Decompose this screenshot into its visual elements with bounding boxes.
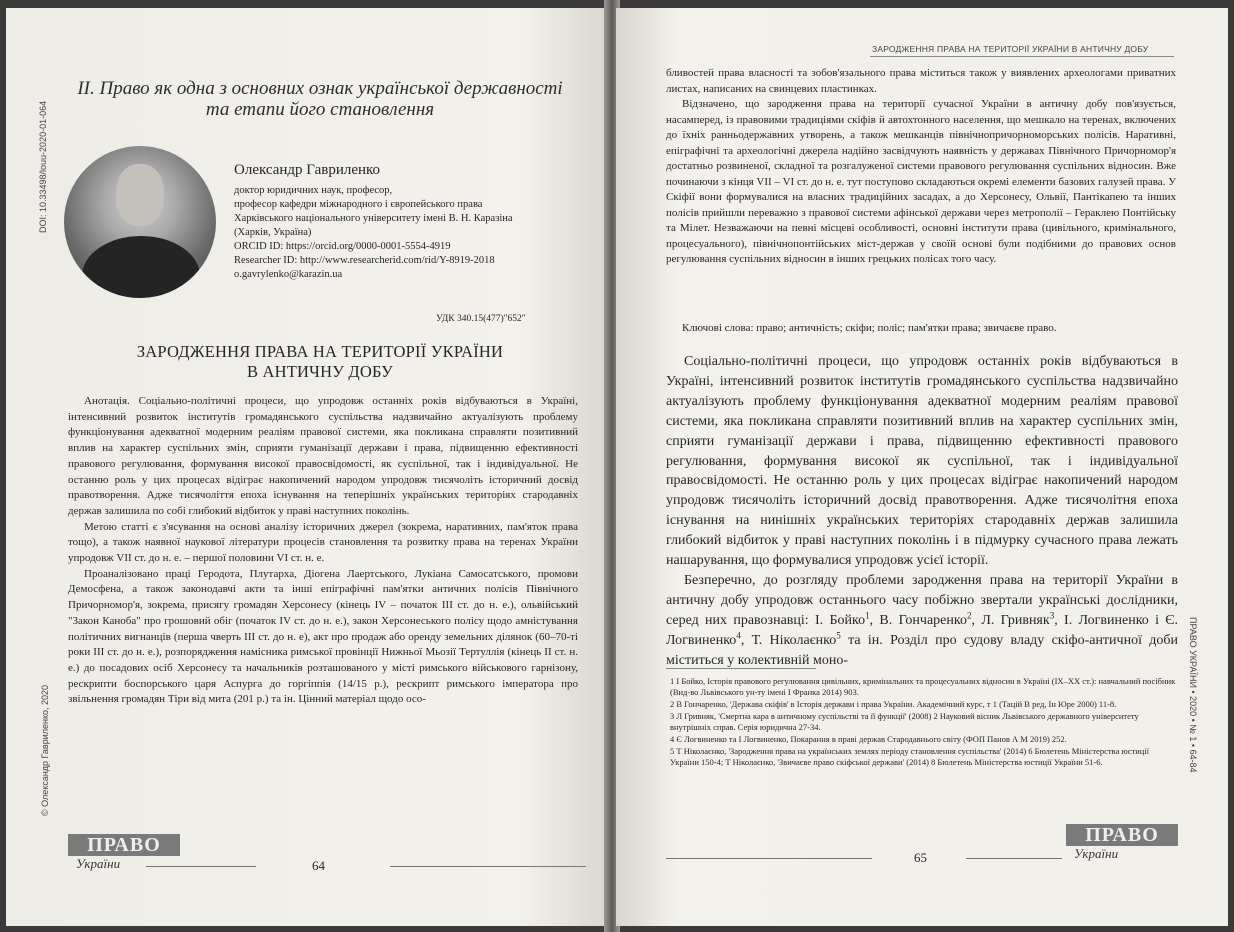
footnote: 5 Т Ніколаєнко, 'Зародження права на українських землях періоду становлення суспільства' (2014) 6 Бюлетень Міністерства юстиції України 150-4; Т Ніколаєнко, 'Звичаєве право скіфської держави' (2014) 8 Бюлетень Міністерства юстиції України 51-6. xyxy=(670,746,1150,767)
footnote-ref[interactable]: 4 xyxy=(736,630,741,641)
abstract-conclusion: Відзначено, що зародження права на території сучасної України в античну добу пов'язується, насамперед, із правовими традиціями скіфів й автохтонного населення, що мешкало на теренах, включених до їхніх ранньодержавних утворень, а також мешканців північнопричорноморських полісів. Наративні, епіграфічні та археологічні джерела надійно засвідчують наявність у державах Північного Причорномор'я достатньо розвиненої, складної та розгалуженої системи правового регулювання суспільних відносин. Вже починаючи з кінця VII – VI ст. до н. е. тут поступово складаються окремі елементи базових галузей права. У Скіфії вони формувалися на власних традиційних засадах, а до Херсонесу, Ольвії, Пантікапею та інших полісів прийшли переважно з правової системи афінської держави через метрополії – Гераклею Понтійську та Мілет. Незважаючи на певні місцеві особливості, основні інститути права (цивільного, кримінального, процесуального), північнопонтійських міст-держав у своїй основі були подібними до правових основ регулювання суспільних відносин в інших грецьких полісах того часу. xyxy=(666,98,1176,265)
author-email: o.gavrylenko@karazin.ua xyxy=(234,269,343,280)
journal-logo-left xyxy=(68,834,180,874)
logo-pravo-text: ПРАВО xyxy=(68,834,180,856)
footnote: 4 Є Логвиненко та І Логвиненко, Покарання в праві держав Стародавнього світу (ФОП Панов А М 2019) 252. xyxy=(670,734,1067,744)
author-name: Олександр Гавриленко xyxy=(234,162,381,178)
article-title-line2: В АНТИЧНУ ДОБУ xyxy=(247,362,393,381)
footer-rule xyxy=(966,858,1062,859)
copyright-label: © Олександр Гавриленко, 2020 xyxy=(40,684,50,816)
footer-rule xyxy=(146,866,256,867)
footnote-ref[interactable]: 3 xyxy=(1049,610,1055,621)
footnote-ref[interactable]: 5 xyxy=(836,630,841,641)
running-head: ЗАРОДЖЕННЯ ПРАВА НА ТЕРИТОРІЇ УКРАЇНИ В АНТИЧНУ ДОБУ xyxy=(872,44,1149,54)
section-heading-line2: та етапи його становлення xyxy=(205,99,435,120)
author-university: Харківського національного університету імені В. Н. Каразіна xyxy=(234,213,513,224)
author-orcid: ORCID ID: https://orcid.org/0000-0001-5554-4919 xyxy=(234,241,451,252)
footnote-rule xyxy=(666,668,816,669)
footnote-ref[interactable]: 1 xyxy=(865,610,870,621)
author-researcher-id: Researcher ID: http://www.researcherid.com/rid/Y-8919-2018 xyxy=(234,255,495,266)
author-location: (Харків, Україна) xyxy=(234,227,312,238)
right-abstract xyxy=(666,66,1176,268)
author-position: професор кафедри міжнародного і європейського права xyxy=(234,199,483,210)
page-number: 64 xyxy=(312,858,325,873)
article-title-line1: ЗАРОДЖЕННЯ ПРАВА НА ТЕРИТОРІЇ УКРАЇНИ xyxy=(136,342,504,361)
doi-label: DOI: 10.33498/louu-2020-01-064 xyxy=(38,100,48,233)
sources-paragraph: Проаналізовано праці Геродота, Плутарха, Діогена Лаертського, Лукіана Самосатського, промови Демосфена, а також законодавчі акти та інші епіграфічні пам'ятки античних полісів Північного Причорномор'я, зокрема, присягу громадян Херсонесу (кінець IV – початок III ст. до н. е.), ольвійський "Закон Канобa" про грошовий обіг (початок IV ст. до н. е.), закон Херсонеського полісу щодо амністування політичних вигнанців (перша чверть III ст. до н. е), акт про продаж або оренду земельних ділянок (60–70-ті роки III ст. до н. е.), розпорядження намісника римської провінції Нижньої Мьозії Тертуллія (кінець II ст. н. е.) до посадових осіб Херсонесу та начальників розташованого у місті римського військового гарнізону, рескрипти боспорського царя Аспурга до горгіппія (14/15 р.), рескрипт римського імператора про звільнення громадян Тіри від мита (201 р.) та ін. Цінний матеріал щодо осо- xyxy=(68,567,578,706)
logo-ukrainy-text: України xyxy=(76,856,121,871)
main-text xyxy=(666,352,1178,671)
footnote: 1 І Бойко, Історія правового регулювання цивільних, кримінальних та процесуальних відносин в Україні (IX–XX ст.): навчальний посібник (Вид-во Львівського ун-ту імені І Франка 2014) 903. xyxy=(670,676,1176,697)
footnote: 3 Л Гривняк, 'Смертна кара в античному суспільстві та її функції' (2008) 2 Науковий вісник Львівського державного університету внутрішніх справ. Серія юридична 27-34. xyxy=(670,711,1139,732)
aim-paragraph: Метою статті є з'ясування на основі аналізу історичних джерел (зокрема, наративних, пам'яток права тощо), а також наявної наукової літератури процесів становлення та розвитку права на теренах України упродовж VII ст. до н. е. – першої половини VI ст. н. е. xyxy=(68,520,578,565)
footnotes xyxy=(670,676,1178,769)
main-paragraph: Соціально-політичні процеси, що упродовж останніх років відбуваються в Україні, інтенсивний розвиток інститутів громадянського суспільства надзвичайно актуалізують проблему функціонування адекватної модерним реаліям правової системи, яка покликана справляти позитивний вплив на характер суспільних змін, сприяти гуманізації держави і права, підвищенню ефективності правового регулювання, формування високої як суспільної, так і індивідуальної правосвідомості. Не останню роль у цих процесах відіграє накопичений народом упродовж тисячоліть історичний досвід правотворення. Адже тисячолітня епоха існування на нинішніх українських територіях стародавніх держав залишила глибокий відбиток у праві наступних поколінь і в підмурку сучасного права лежать нашарування, що формувалися упродовж усієї історії. xyxy=(666,354,1178,569)
section-heading-line1: II. Право як одна з основних ознак української державності xyxy=(77,78,563,99)
author-photo-body xyxy=(82,236,200,298)
footnote: 2 В Гончаренко, 'Держава скіфів' в Історія держави і права України. Академічний курс, т 1 (Тацій В ред, Ін Юре 2000) 11-8. xyxy=(670,699,1117,709)
left-page xyxy=(6,8,610,926)
main-paragraph: Безперечно, до розгляду проблеми зародження права на території України в античну добу упродовж останнього часу побіжно звертали українські дослідники, серед них правознавці: І. Бойко$^1$, В. Гончаренко$^2$, Л. Гривняк$^3$, І. Логвиненко і Є. Логвиненко$^4$, Т. Ніколаєнко$^5$ та ін. Розділ про судову владу скіфо-античної доби міститься у колективній моно- xyxy=(666,572,1179,668)
author-photo xyxy=(64,146,216,298)
author-photo-head xyxy=(116,164,164,226)
page-number: 65 xyxy=(914,850,927,865)
footer-rule xyxy=(666,858,872,859)
left-body-text xyxy=(68,394,578,708)
article-title xyxy=(76,342,564,382)
abstract-paragraph: Анотація. Соціально-політичні процеси, що упродовж останніх років відбуваються в Україні, інтенсивний розвиток інститутів громадянського суспільства надзвичайно актуалізують проблему функціонування адекватної модерним реаліям правової системи, яка покликана справляти позитивний вплив на характер суспільних змін, сприяти гуманізації держави і права, підвищенню ефективності правового регулювання, формування високої правосвідомості, як суспільної, так і індивідуальної. Не останню роль у цих процесах відіграє накопичений народом упродовж тисячоліть історичний досвід правотворення. Адже тисячоліття епоха існування на теперішніх українських територіях стародавніх держав залишила по собі глибокий відбиток у праві наступних поколінь. xyxy=(68,395,578,517)
logo-ukrainy-text: України xyxy=(1074,846,1119,861)
author-degree: доктор юридичних наук, професор, xyxy=(234,185,393,196)
abstract-continuation: бливостей права власності та зобов'язального права міститься також у виявлених археологами приватних листах, написаних на свинцевих пластинках. xyxy=(666,67,1176,95)
footer-rule xyxy=(390,866,586,867)
udk-code: УДК 340.15(477)"652" xyxy=(436,314,526,324)
journal-logo-right xyxy=(1066,824,1178,864)
footnote-ref[interactable]: 2 xyxy=(966,610,972,621)
section-heading xyxy=(66,78,574,120)
running-head-rule xyxy=(870,56,1174,57)
keywords: Ключові слова: право; античність; скіфи; поліс; пам'ятки права; звичаєве право. xyxy=(682,322,1057,334)
author-info xyxy=(234,160,594,282)
logo-pravo-text: ПРАВО xyxy=(1066,824,1178,846)
journal-info-label: ПРАВО УКРАЇНИ • 2020 • № 1 • 64-84 xyxy=(1188,617,1198,773)
